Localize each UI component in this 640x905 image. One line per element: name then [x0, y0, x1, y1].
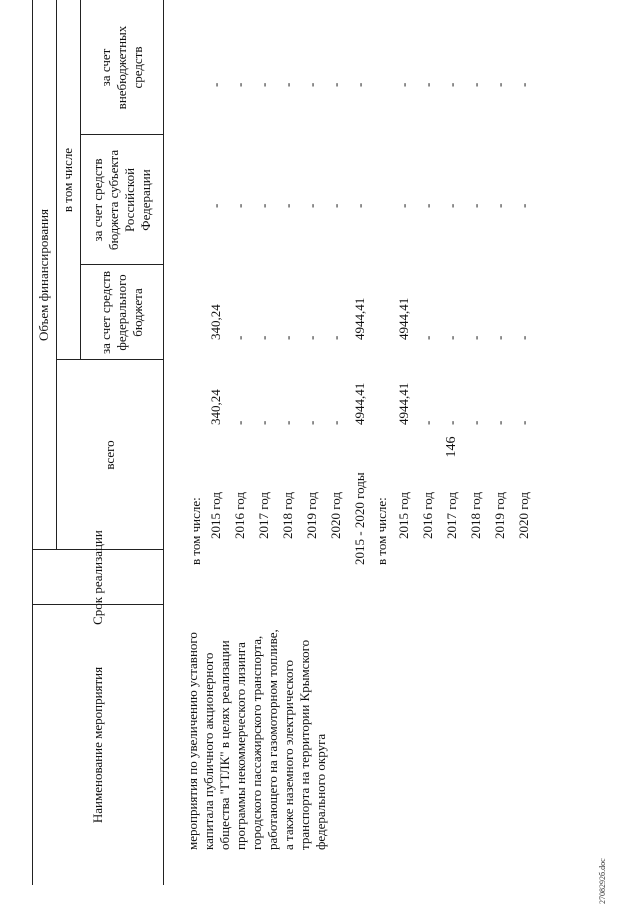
- measure-line: а также наземного электрического: [281, 660, 296, 850]
- cell-regional: -: [492, 203, 507, 208]
- cell-regional: -: [280, 203, 295, 208]
- cell-total: -: [420, 420, 435, 425]
- cell-federal: -: [468, 335, 483, 340]
- cell-extrabudget: -: [352, 82, 367, 87]
- cell-term: в том числе:: [188, 497, 203, 565]
- cell-total: 4944,41: [396, 382, 411, 425]
- cell-federal: -: [256, 335, 271, 340]
- cell-regional: -: [516, 203, 531, 208]
- cell-term: 2015 год: [208, 492, 223, 539]
- cell-total: -: [304, 420, 319, 425]
- header-funding: Объем финансирования: [36, 208, 51, 342]
- cell-federal: -: [304, 335, 319, 340]
- cell-extrabudget: -: [232, 82, 247, 87]
- measure-line: капитала публичного акционерного: [201, 652, 216, 850]
- cell-extrabudget: -: [304, 82, 319, 87]
- page-number: 146: [444, 436, 459, 458]
- cell-regional: -: [444, 203, 459, 208]
- header-measure-name: Наименование мероприятия: [89, 666, 105, 824]
- measure-line: программы некоммерческого лизинга: [233, 642, 248, 850]
- cell-term: 2015 - 2020 годы: [352, 472, 367, 565]
- cell-extrabudget: -: [256, 82, 271, 87]
- cell-regional: -: [304, 203, 319, 208]
- cell-extrabudget: -: [492, 82, 507, 87]
- cell-extrabudget: -: [280, 82, 295, 87]
- cell-term: 2017 год: [444, 492, 459, 539]
- measure-line: транспорта на территории Крымского: [297, 639, 312, 850]
- cell-term: 2016 год: [232, 492, 247, 539]
- cell-total: -: [444, 420, 459, 425]
- cell-federal: 4944,41: [396, 297, 411, 340]
- footer-file-code: 2708292б.doc: [598, 858, 607, 904]
- cell-extrabudget: -: [444, 82, 459, 87]
- cell-extrabudget: -: [328, 82, 343, 87]
- cell-extrabudget: -: [468, 82, 483, 87]
- header-extrabudget: за счет внебюджетных средств: [97, 25, 145, 110]
- cell-regional: -: [328, 203, 343, 208]
- cell-total: 4944,41: [352, 382, 367, 425]
- cell-term: 2015 год: [396, 492, 411, 539]
- cell-total: -: [280, 420, 295, 425]
- measure-line: мероприятия по увеличению уставного: [185, 632, 200, 850]
- header-including: в том числе: [60, 147, 75, 213]
- cell-term: 2020 год: [328, 492, 343, 539]
- cell-federal: -: [444, 335, 459, 340]
- header-regional: за счет средств бюджета субъекта Российской Федерации: [89, 149, 153, 251]
- cell-total: -: [328, 420, 343, 425]
- cell-term: 2019 год: [304, 492, 319, 539]
- header-term: Срок реализации: [89, 530, 105, 625]
- cell-regional: -: [232, 203, 247, 208]
- header-bottom-border: [163, 0, 164, 885]
- cell-extrabudget: -: [396, 82, 411, 87]
- cell-federal: -: [492, 335, 507, 340]
- cell-term: 2018 год: [468, 492, 483, 539]
- cell-regional: -: [256, 203, 271, 208]
- cell-extrabudget: -: [516, 82, 531, 87]
- cell-federal: -: [280, 335, 295, 340]
- cell-term: 2016 год: [420, 492, 435, 539]
- cell-term: 2020 год: [516, 492, 531, 539]
- measure-line: городского пассажирского транспорта,: [249, 635, 264, 850]
- cell-regional: -: [420, 203, 435, 208]
- cell-federal: -: [420, 335, 435, 340]
- cell-federal: 340,24: [208, 304, 223, 340]
- cell-regional: -: [396, 203, 411, 208]
- cell-federal: -: [328, 335, 343, 340]
- measure-line: работающего на газомоторном топливе,: [265, 629, 280, 850]
- measure-description: [185, 550, 329, 850]
- cell-term: 2018 год: [280, 492, 295, 539]
- cell-term: 2017 год: [256, 492, 271, 539]
- cell-regional: -: [468, 203, 483, 208]
- cell-federal: 4944,41: [352, 297, 367, 340]
- cell-total: -: [468, 420, 483, 425]
- cell-term: в том числе:: [374, 497, 389, 565]
- cell-federal: -: [516, 335, 531, 340]
- cell-total: -: [256, 420, 271, 425]
- cell-total: -: [492, 420, 507, 425]
- header-federal: за счет средств федерального бюджета: [97, 271, 145, 354]
- cell-term: 2019 год: [492, 492, 507, 539]
- cell-total: -: [516, 420, 531, 425]
- cell-total: -: [232, 420, 247, 425]
- header-total: всего: [101, 440, 117, 470]
- measure-line: федерального округа: [313, 733, 328, 850]
- cell-regional: -: [208, 203, 223, 208]
- cell-total: 340,24: [208, 389, 223, 425]
- cell-regional: -: [352, 203, 367, 208]
- cell-federal: -: [232, 335, 247, 340]
- cell-extrabudget: -: [420, 82, 435, 87]
- cell-extrabudget: -: [208, 82, 223, 87]
- measure-line: общества "ГТЛК" в целях реализации: [217, 640, 232, 850]
